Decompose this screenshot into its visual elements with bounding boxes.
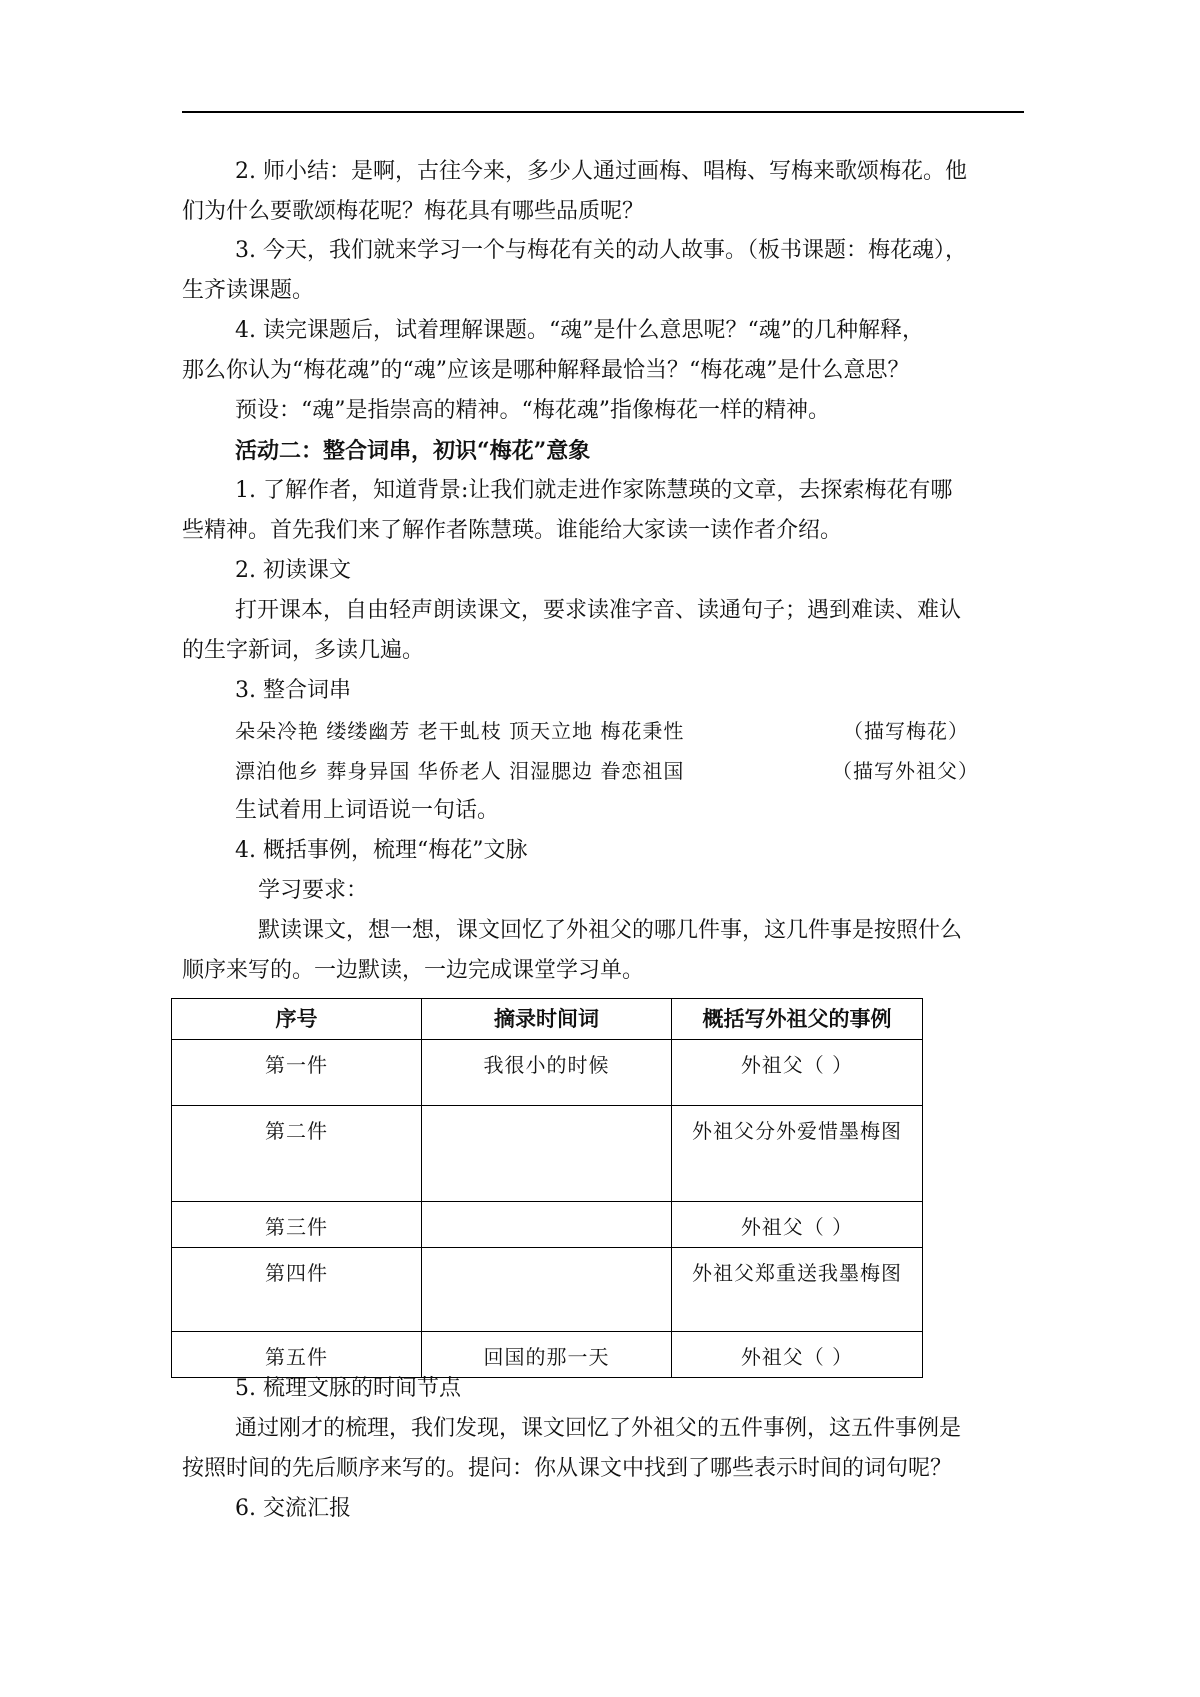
table-cell: 第五件	[172, 1332, 422, 1378]
table-cell: 我很小的时候	[422, 1040, 672, 1106]
table-row	[172, 1106, 923, 1202]
header-rule	[182, 111, 1024, 113]
paragraph-title-meaning-line2: 那么你认为“梅花魂”的“魂”应该是哪种解释最恰当？“梅花魂”是什么意思？	[182, 358, 910, 383]
table-header-cell: 序号	[172, 999, 422, 1040]
paragraph-sentence-practice: 生试着用上词语说一句话。	[235, 798, 500, 823]
table-row	[172, 1202, 923, 1248]
table-cell: 第一件	[172, 1040, 422, 1106]
learning-sheet-table	[171, 998, 923, 1378]
paragraph-preset-answer: 预设：“魂”是指崇高的精神。“梅花魂”指像梅花一样的精神。	[235, 398, 830, 423]
paragraph-author-line2: 些精神。首先我们来了解作者陈慧瑛。谁能给大家读一读作者介绍。	[182, 518, 843, 543]
table-cell: 外祖父分外爱惜墨梅图	[672, 1106, 923, 1202]
table-cell	[422, 1202, 672, 1248]
paragraph-topic-line2: 生齐读课题。	[182, 278, 315, 303]
table-cell: 第三件	[172, 1202, 422, 1248]
word-group-plum-note: （描写梅花）	[843, 719, 969, 743]
table-cell: 外祖父郑重送我墨梅图	[672, 1248, 923, 1332]
paragraph-learning-requirements: 学习要求：	[258, 878, 369, 903]
paragraph-time-order-line1: 通过刚才的梳理，我们发现，课文回忆了外祖父的五件事例，这五件事例是	[235, 1416, 962, 1441]
table-cell: 回国的那一天	[422, 1332, 672, 1378]
table-cell	[422, 1248, 672, 1332]
paragraph-time-nodes: 5. 梳理文脉的时间节点	[235, 1376, 461, 1401]
table-header-cell: 概括写外祖父的事例	[672, 999, 923, 1040]
paragraph-summary-line1: 2. 师小结：是啊，古往今来，多少人通过画梅、唱梅、写梅来歌颂梅花。他	[235, 159, 967, 184]
paragraph-word-groups-title: 3. 整合词串	[235, 678, 351, 703]
table-row	[172, 1248, 923, 1332]
table-header-cell: 摘录时间词	[422, 999, 672, 1040]
paragraph-report: 6. 交流汇报	[235, 1496, 351, 1521]
paragraph-summarize-examples: 4. 概括事例，梳理“梅花”文脉	[235, 838, 528, 863]
table-row	[172, 1332, 923, 1378]
section-heading-activity-two: 活动二：整合词串，初识“梅花”意象	[235, 438, 591, 464]
paragraph-reading-instructions-line1: 打开课本，自由轻声朗读课文，要求读准字音、读通句子；遇到难读、难认	[235, 598, 962, 623]
table-cell: 第四件	[172, 1248, 422, 1332]
word-group-grandfather-note: （描写外祖父）	[832, 759, 979, 783]
paragraph-summary-line2: 们为什么要歌颂梅花呢？梅花具有哪些品质呢？	[182, 199, 645, 224]
table-cell: 外祖父（ ）	[672, 1040, 923, 1106]
paragraph-silent-reading-line2: 顺序来写的。一边默读，一边完成课堂学习单。	[182, 958, 645, 983]
table-header-row	[172, 999, 923, 1040]
table-row	[172, 1040, 923, 1106]
paragraph-silent-reading-line1: 默读课文，想一想，课文回忆了外祖父的哪几件事，这几件事是按照什么	[258, 918, 963, 943]
table-cell: 第二件	[172, 1106, 422, 1202]
paragraph-topic-line1: 3. 今天，我们就来学习一个与梅花有关的动人故事。（板书课题：梅花魂），	[235, 238, 967, 263]
paragraph-time-order-line2: 按照时间的先后顺序来写的。提问：你从课文中找到了哪些表示时间的词句呢？	[182, 1456, 953, 1481]
word-group-plum: 朵朵冷艳 缕缕幽芳 老干虬枝 顶天立地 梅花秉性	[235, 719, 685, 743]
paragraph-title-meaning-line1: 4. 读完课题后，试着理解课题。“魂”是什么意思呢？“魂”的几种解释，	[235, 318, 924, 343]
table-cell: 外祖父（ ）	[672, 1332, 923, 1378]
table-cell	[422, 1106, 672, 1202]
paragraph-author-line1: 1. 了解作者，知道背景:让我们就走进作家陈慧瑛的文章，去探索梅花有哪	[235, 478, 953, 503]
paragraph-first-reading: 2. 初读课文	[235, 558, 351, 583]
word-group-grandfather: 漂泊他乡 葬身异国 华侨老人 泪湿腮边 眷恋祖国	[235, 759, 685, 783]
table-cell: 外祖父（ ）	[672, 1202, 923, 1248]
paragraph-reading-instructions-line2: 的生字新词，多读几遍。	[182, 638, 425, 663]
